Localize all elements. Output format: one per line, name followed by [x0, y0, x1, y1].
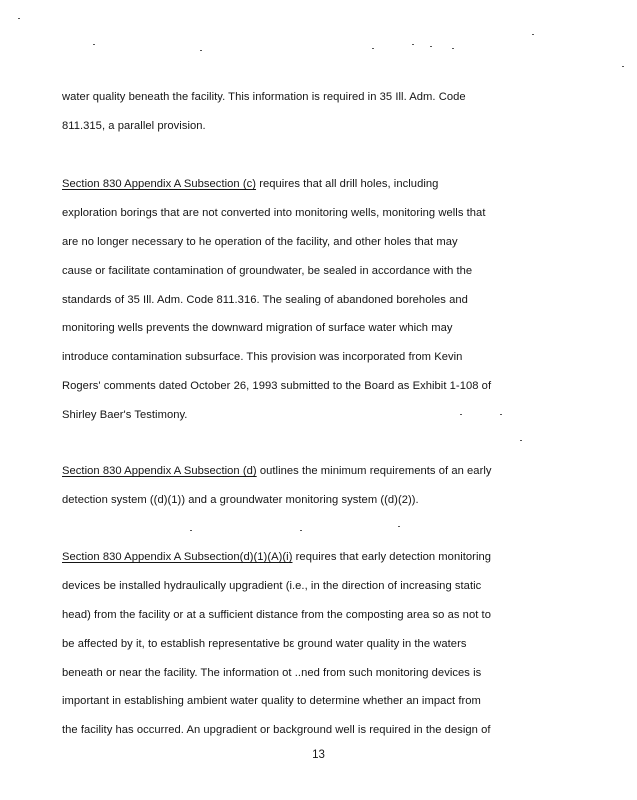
text-fragment: requires that early detection monitoring [292, 551, 492, 563]
scan-speck [372, 48, 374, 49]
text-line: introduce contamination subsurface. This provision was incorporated from Kevin [62, 351, 463, 364]
scan-speck [398, 526, 400, 527]
text-fragment: outlines the minimum requirements of an early [256, 465, 492, 477]
text-fragment: requires that all drill holes, including [256, 178, 439, 190]
text-line: cause or facilitate contamination of groundwater, be sealed in accordance with the [62, 264, 473, 277]
text-line: Shirley Baer's Testimony. [62, 409, 188, 422]
text-line [62, 457, 562, 486]
text-line: monitoring wells prevents the downward migration of surface water which may [62, 322, 453, 335]
text-line: the facility has occurred. An upgradient or background well is required in the design of [62, 724, 491, 737]
text-line [62, 170, 562, 199]
text-line: important in establishing ambient water quality to determine whether an impact from [62, 695, 481, 708]
text-line: 811.315, a parallel provision. [62, 119, 206, 132]
scan-speck [430, 46, 432, 47]
paragraph-1 [62, 83, 562, 141]
text-line: detection system ((d)(1)) and a groundwater monitoring system ((d)(2)). [62, 493, 419, 506]
page-number: 13 [312, 749, 325, 761]
scan-speck [452, 48, 454, 49]
section-reference: Section 830 Appendix A Subsection(d)(1)(A)(i) [62, 551, 293, 563]
scan-speck [93, 44, 95, 45]
paragraph-3 [62, 457, 562, 515]
text-line: are no longer necessary to he operation of the facility, and other holes that may [62, 235, 458, 248]
paragraph-4 [62, 543, 562, 745]
text-line: Rogers' comments dated October 26, 1993 submitted to the Board as Exhibit 1-108 of [62, 380, 492, 393]
scan-speck [300, 530, 302, 531]
scan-speck [532, 34, 534, 35]
text-line: exploration borings that are not converted into monitoring wells, monitoring wells that [62, 206, 486, 219]
text-line: be affected by it, to establish representative bε ground water quality in the waters [62, 637, 467, 650]
text-line: devices be installed hydraulically upgradient (i.e., in the direction of increasing static [62, 579, 482, 592]
text-line: standards of 35 Ill. Adm. Code 811.316. The sealing of abandoned boreholes and [62, 293, 468, 306]
scan-speck [200, 50, 202, 51]
scan-speck [18, 18, 20, 19]
section-reference: Section 830 Appendix A Subsection (d) [62, 465, 257, 477]
text-line: beneath or near the facility. The information ot ..ned from such monitoring devices is [62, 666, 482, 679]
paragraph-2 [62, 170, 562, 430]
scan-speck [520, 440, 522, 441]
text-line: water quality beneath the facility. This information is required in 35 Ill. Adm. Code [62, 91, 466, 103]
scan-speck [622, 66, 624, 67]
scan-speck [412, 44, 414, 45]
section-reference: Section 830 Appendix A Subsection (c) [62, 178, 257, 190]
scan-speck [190, 530, 192, 531]
text-line: head) from the facility or at a sufficient distance from the composting area so as not to [62, 608, 491, 621]
text-line [62, 543, 562, 572]
